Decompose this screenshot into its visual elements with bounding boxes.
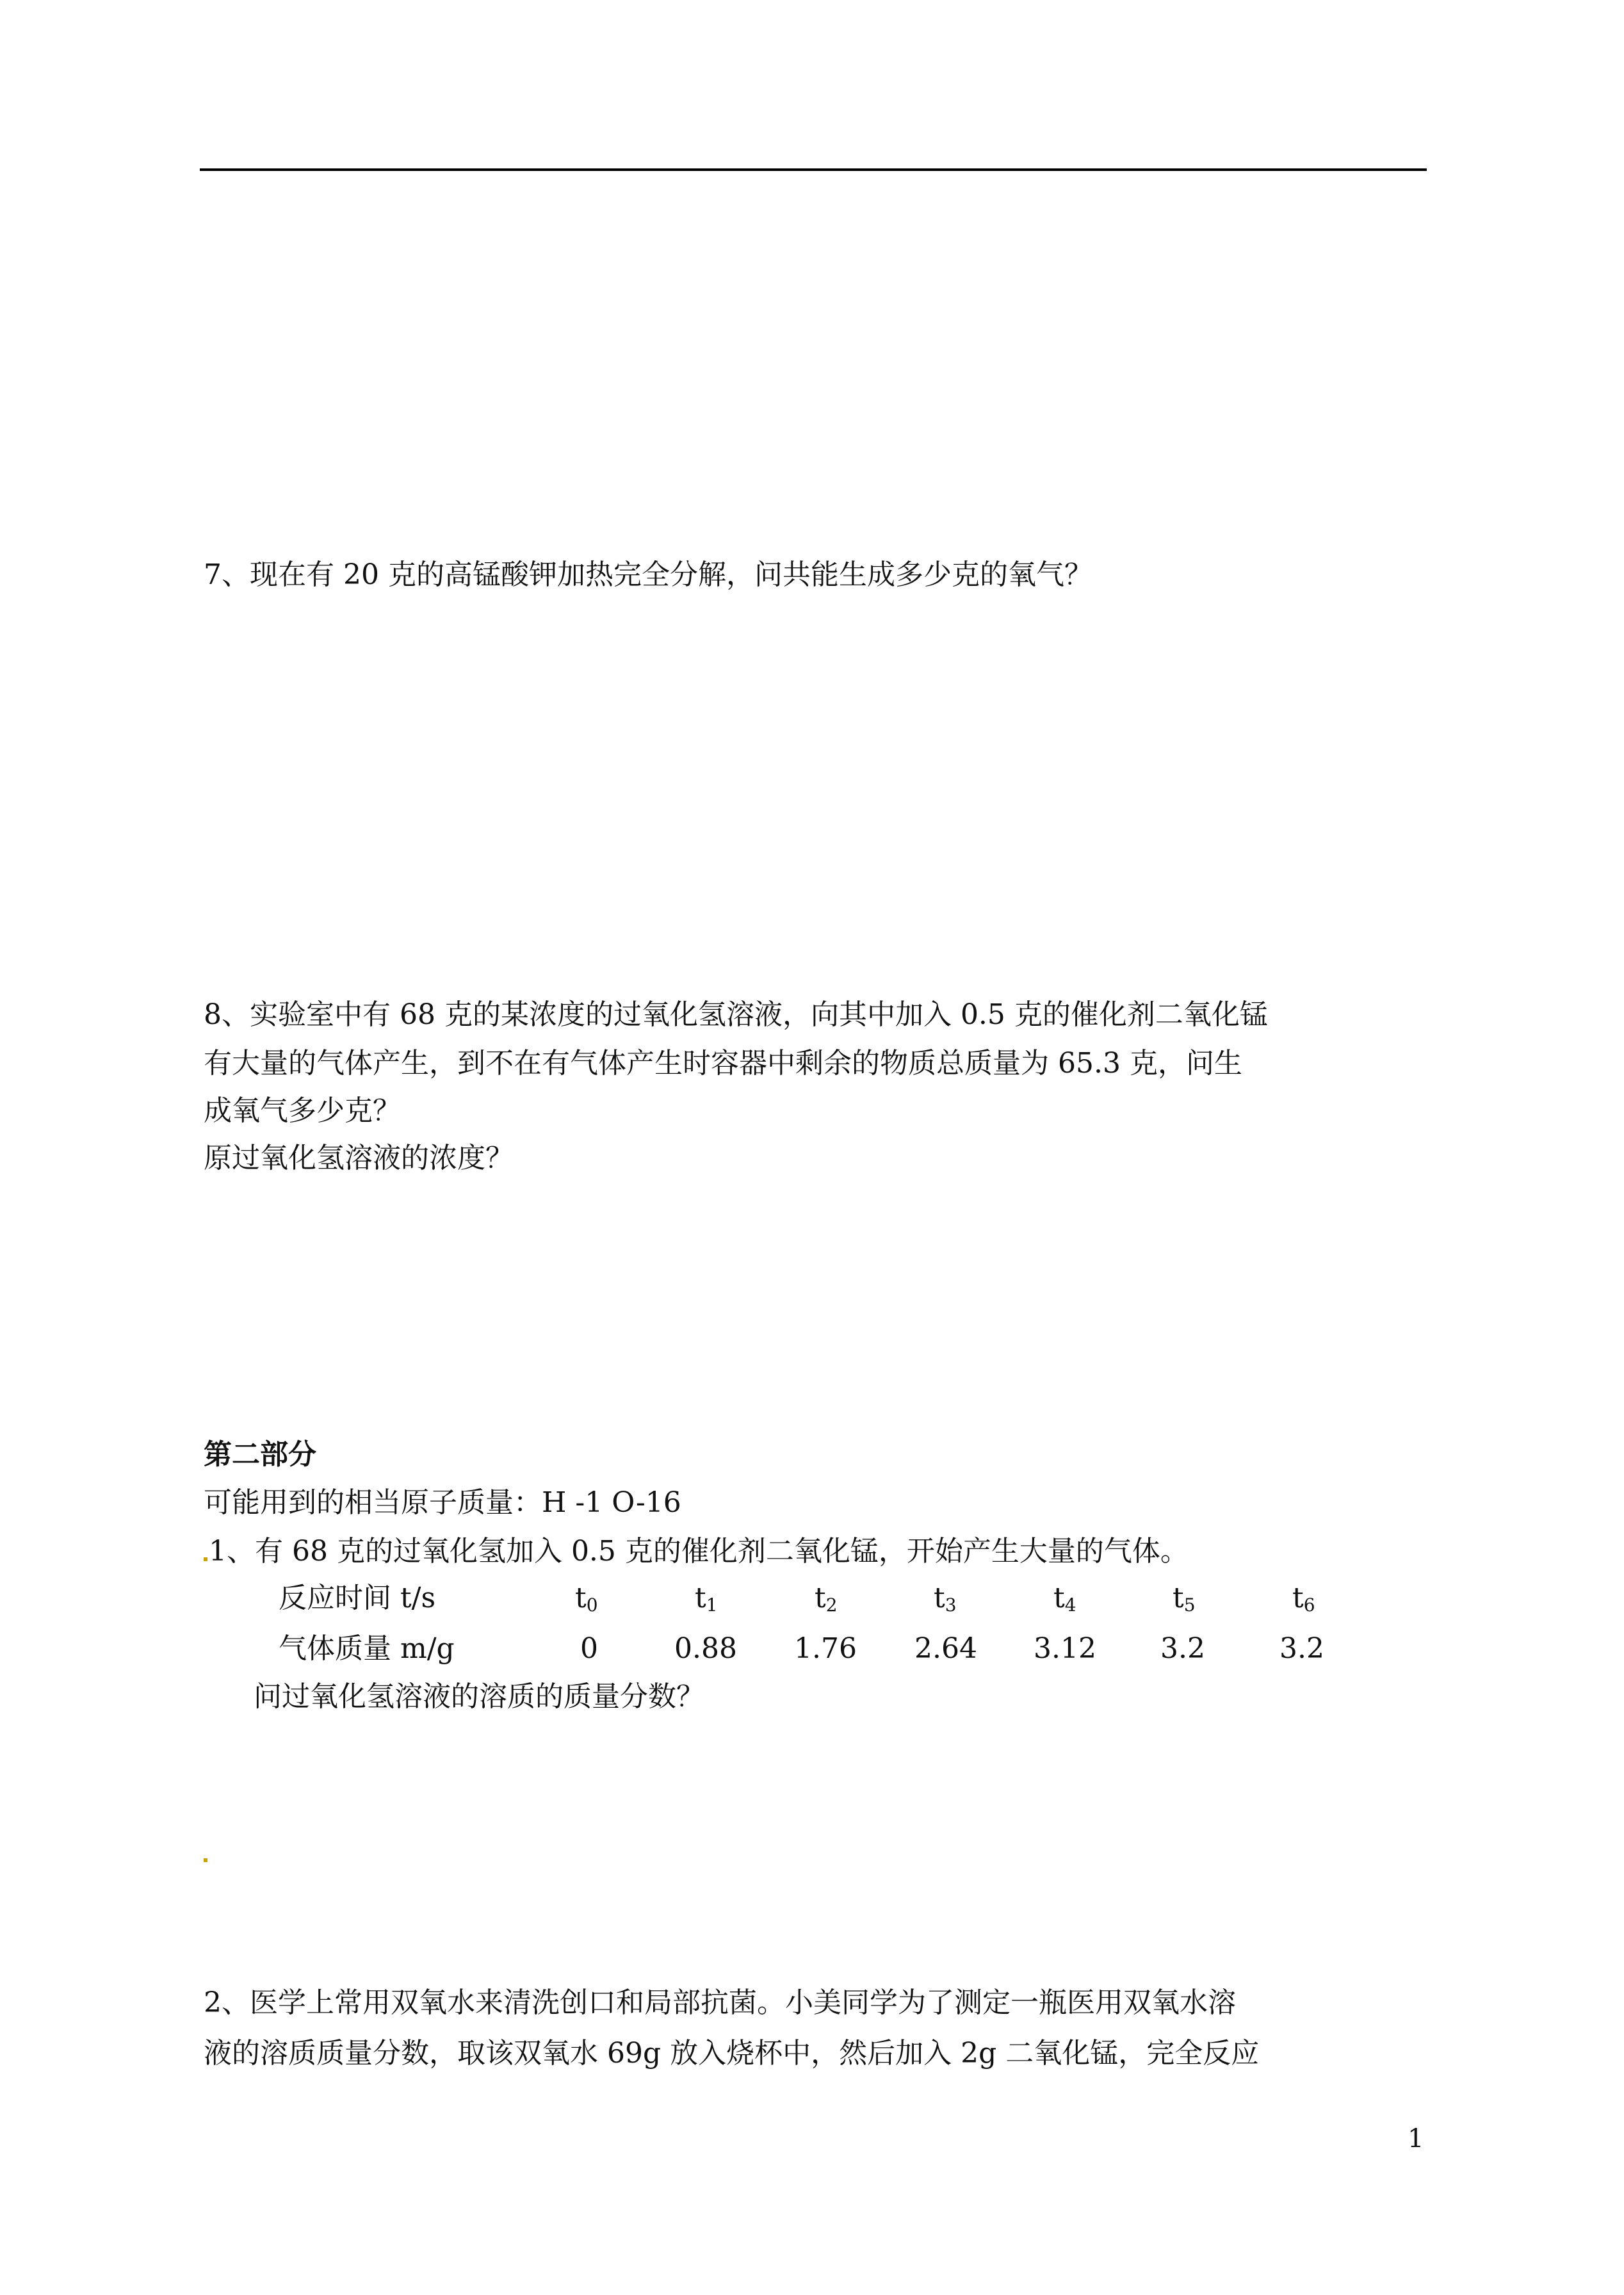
time-cell: $t_2$	[815, 1582, 838, 1616]
time-row-label: 反应时间 t/s	[279, 1582, 436, 1614]
margin-marker	[204, 1557, 207, 1561]
question-7: 7、现在有 20 克的高锰酸钾加热完全分解，问共能生成多少克的氧气？	[204, 558, 1092, 591]
question-8-line-4: 原过氧化氢溶液的浓度？	[204, 1142, 514, 1174]
margin-marker	[204, 1858, 207, 1862]
mass-row-label: 气体质量 m/g	[279, 1632, 455, 1665]
time-cell: $t_0$	[575, 1582, 598, 1616]
time-cell: $t_1$	[695, 1582, 718, 1616]
time-cell: $t_4$	[1053, 1582, 1076, 1616]
part-2-question-1-ask: 问过氧化氢溶液的溶质的质量分数？	[254, 1680, 704, 1713]
mass-cell: 3.2	[1279, 1632, 1324, 1665]
time-cell: $t_5$	[1173, 1582, 1196, 1616]
time-cell: $t_3$	[934, 1582, 957, 1616]
atomic-mass-note: 可能用到的相当原子质量：H -1 O-16	[204, 1486, 681, 1519]
mass-cell: 3.12	[1034, 1632, 1096, 1665]
part-2-question-1: 1、有 68 克的过氧化氢加入 0.5 克的催化剂二氧化锰，开始产生大量的气体。	[209, 1535, 1189, 1568]
mass-cell: 1.76	[794, 1632, 857, 1665]
part-2-question-2-line-1: 2、医学上常用双氧水来清洗创口和局部抗菌。小美同学为了测定一瓶医用双氧水溶	[204, 1986, 1236, 2019]
question-8-line-1: 8、实验室中有 68 克的某浓度的过氧化氢溶液，向其中加入 0.5 克的催化剂二氧化锰	[204, 998, 1268, 1031]
header-rule	[200, 168, 1427, 171]
mass-cell: 0	[580, 1632, 598, 1665]
mass-cell: 0.88	[674, 1632, 737, 1665]
mass-cell: 2.64	[914, 1632, 977, 1665]
time-cell: $t_6$	[1292, 1582, 1315, 1616]
mass-cell: 3.2	[1160, 1632, 1205, 1665]
part-2-heading: 第二部分	[204, 1438, 316, 1471]
question-8-line-2: 有大量的气体产生，到不在有气体产生时容器中剩余的物质总质量为 65.3 克，问生	[204, 1047, 1242, 1080]
table-row-time	[0, 1579, 1624, 1618]
question-8-line-3: 成氧气多少克？	[204, 1094, 401, 1127]
table-row-mass	[0, 1630, 1624, 1668]
part-2-question-2-line-2: 液的溶质质量分数，取该双氧水 69g 放入烧杯中，然后加入 2g 二氧化锰，完全反应	[204, 2037, 1260, 2070]
page-number: 1	[1408, 2124, 1424, 2153]
